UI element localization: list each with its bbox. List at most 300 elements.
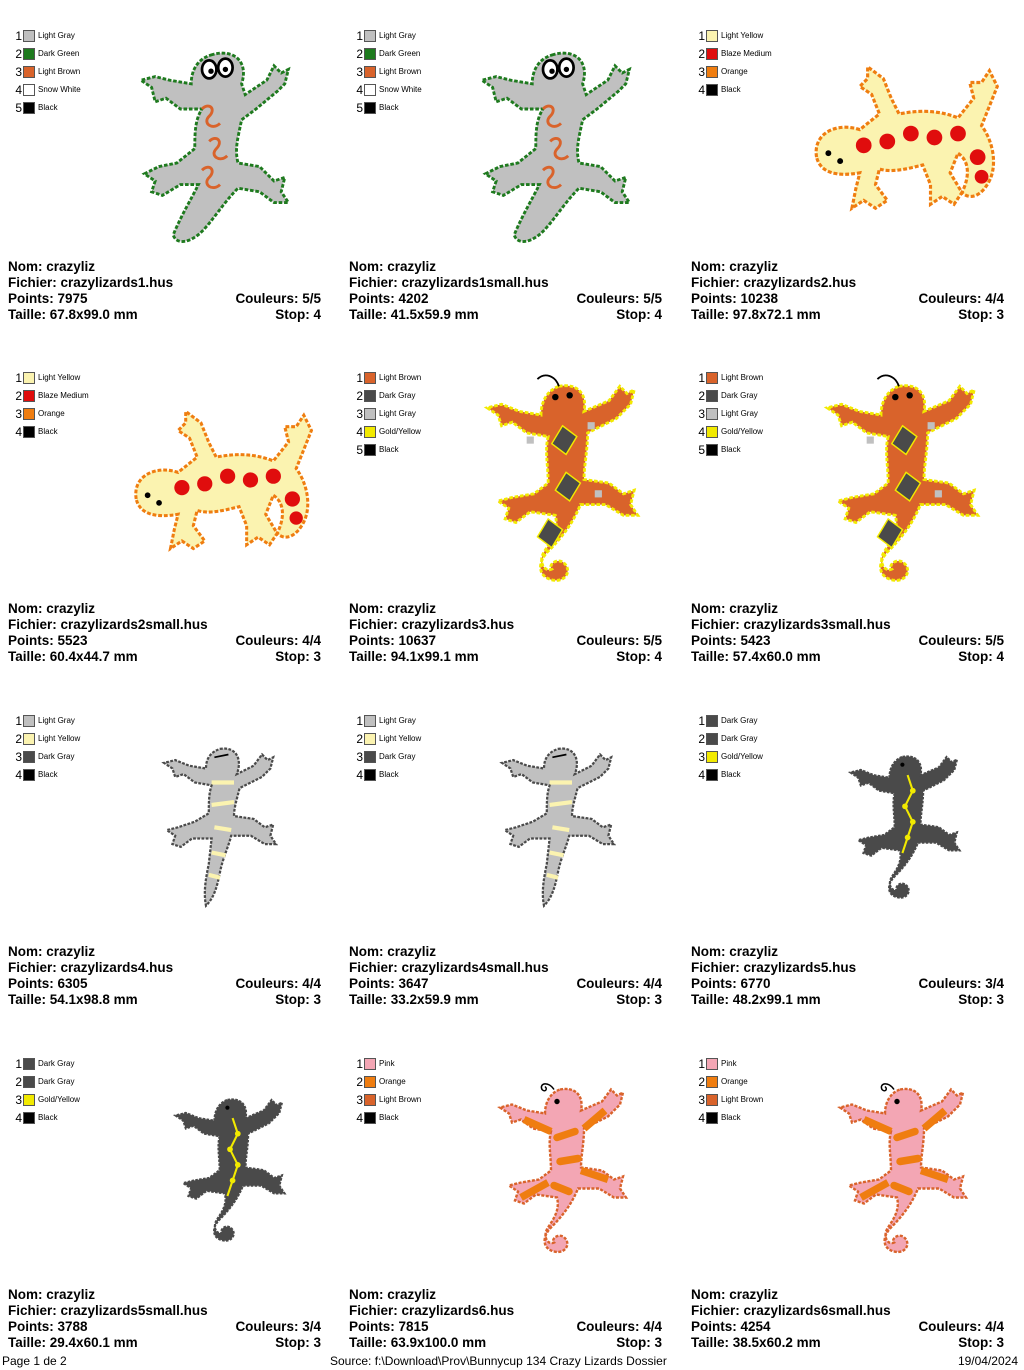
color-swatch — [706, 733, 718, 745]
design-size — [691, 649, 821, 664]
file-name-label: Fichier: — [349, 617, 398, 632]
color-swatch — [23, 733, 35, 745]
file-name — [349, 1303, 514, 1318]
stitch-count-value: 10238 — [740, 291, 779, 306]
legend-item — [14, 27, 81, 45]
stitch-count-label: Points: — [8, 976, 54, 991]
legend-number: 4 — [15, 768, 22, 782]
legend-number: 3 — [15, 65, 22, 79]
legend-item — [355, 369, 421, 387]
legend-item — [697, 387, 763, 405]
color-swatch — [706, 426, 718, 438]
legend-item — [14, 1073, 80, 1091]
file-name-value: crazylizards4.hus — [60, 960, 174, 975]
color-swatch — [364, 1094, 376, 1106]
legend-number: 1 — [698, 371, 705, 385]
legend-number: 3 — [698, 1093, 705, 1107]
color-swatch — [364, 715, 376, 727]
file-name-label: Fichier: — [8, 275, 57, 290]
legend-number: 4 — [15, 83, 22, 97]
legend-number: 1 — [356, 714, 363, 728]
legend-item — [355, 766, 421, 784]
color-legend — [355, 369, 421, 459]
color-legend — [14, 27, 81, 117]
color-count-value: 4/4 — [302, 633, 321, 648]
legend-item — [355, 387, 421, 405]
file-name-value: crazylizards5.hus — [743, 960, 857, 975]
design-name-value: crazyliz — [46, 259, 96, 274]
file-name — [349, 275, 549, 290]
design-size-label: Taille: — [349, 1335, 388, 1350]
stop-count-value: 3 — [996, 1335, 1004, 1350]
color-swatch — [706, 372, 718, 384]
stop-count — [275, 1335, 321, 1351]
stitch-count-value: 4254 — [740, 1319, 771, 1334]
design-name-value: crazyliz — [46, 601, 96, 616]
legend-item — [355, 99, 422, 117]
design-info — [8, 944, 321, 1008]
design-info — [8, 601, 321, 665]
legend-number: 2 — [356, 47, 363, 61]
legend-number: 1 — [15, 714, 22, 728]
color-swatch — [706, 444, 718, 456]
thread-name: Light Brown — [721, 373, 764, 382]
design-info — [691, 259, 1004, 323]
thread-name: Light Yellow — [38, 734, 81, 743]
thread-name: Gold/Yellow — [379, 427, 421, 436]
design-info — [691, 601, 1004, 665]
legend-item — [697, 81, 772, 99]
legend-item — [14, 423, 89, 441]
color-swatch — [364, 84, 376, 96]
legend-item — [14, 81, 81, 99]
design-name-value: crazyliz — [387, 259, 437, 274]
color-count-label: Couleurs: — [576, 633, 640, 648]
color-count-value: 5/5 — [985, 633, 1004, 648]
legend-item — [14, 712, 80, 730]
design-size-value: 33.2x59.9 mm — [390, 992, 479, 1007]
stitch-count-value: 3788 — [57, 1319, 88, 1334]
stitch-count-label: Points: — [349, 291, 395, 306]
thread-name: Black — [379, 1113, 399, 1122]
design-size — [691, 1335, 821, 1350]
stop-count — [275, 307, 321, 323]
thread-name: Dark Green — [38, 49, 80, 58]
file-name-label: Fichier: — [8, 1303, 57, 1318]
legend-item — [697, 712, 763, 730]
stop-count-label: Stop: — [616, 649, 651, 664]
color-count-value: 3/4 — [302, 1319, 321, 1334]
color-swatch — [23, 751, 35, 763]
color-count — [918, 633, 1004, 649]
color-count-label: Couleurs: — [235, 291, 299, 306]
design-name-label: Nom: — [349, 1287, 384, 1302]
legend-item — [697, 748, 763, 766]
legend-number: 3 — [698, 750, 705, 764]
color-count-label: Couleurs: — [918, 291, 982, 306]
stitch-count-label: Points: — [691, 976, 737, 991]
legend-item — [14, 1109, 80, 1127]
stitch-count-label: Points: — [8, 633, 54, 648]
legend-number: 2 — [15, 389, 22, 403]
stitch-count — [691, 1319, 771, 1334]
stitch-count-value: 4202 — [398, 291, 429, 306]
color-count — [576, 633, 662, 649]
design-size-value: 41.5x59.9 mm — [390, 307, 479, 322]
color-count — [576, 1319, 662, 1335]
legend-item — [355, 712, 421, 730]
lizard-embroidery-image — [471, 35, 651, 255]
file-name-label: Fichier: — [8, 617, 57, 632]
legend-number: 1 — [698, 1057, 705, 1071]
thread-name: Gold/Yellow — [721, 427, 763, 436]
file-name-label: Fichier: — [349, 960, 398, 975]
stop-count-value: 3 — [654, 992, 662, 1007]
color-swatch — [364, 30, 376, 42]
design-size-value: 48.2x99.1 mm — [732, 992, 821, 1007]
legend-item — [14, 1055, 80, 1073]
file-name-value: crazylizards2.hus — [743, 275, 857, 290]
design-card — [691, 0, 1021, 330]
legend-number: 2 — [15, 47, 22, 61]
thread-name: Light Gray — [379, 409, 416, 418]
thread-name: Light Yellow — [379, 734, 422, 743]
legend-item — [355, 63, 422, 81]
file-name — [691, 1303, 891, 1318]
lizard-embroidery-image — [840, 712, 970, 937]
design-size — [8, 307, 138, 322]
design-name — [691, 259, 778, 274]
color-count — [918, 1319, 1004, 1335]
file-name — [349, 617, 514, 632]
design-card — [691, 685, 1021, 1015]
stop-count-label: Stop: — [958, 992, 993, 1007]
design-card — [8, 342, 338, 672]
color-count-label: Couleurs: — [235, 1319, 299, 1334]
file-name — [8, 960, 173, 975]
stop-count — [958, 649, 1004, 665]
stop-count-value: 4 — [996, 649, 1004, 664]
color-legend — [355, 712, 421, 784]
thread-name: Light Gray — [38, 716, 75, 725]
color-count-label: Couleurs: — [576, 1319, 640, 1334]
color-count-value: 5/5 — [643, 291, 662, 306]
design-size-value: 29.4x60.1 mm — [49, 1335, 138, 1350]
thread-name: Dark Gray — [721, 391, 758, 400]
design-name-label: Nom: — [8, 259, 43, 274]
legend-item — [697, 766, 763, 784]
color-count-value: 4/4 — [643, 1319, 662, 1334]
thread-name: Black — [379, 103, 399, 112]
thread-name: Light Brown — [379, 373, 422, 382]
legend-number: 3 — [356, 65, 363, 79]
legend-item — [14, 387, 89, 405]
design-size-label: Taille: — [691, 992, 730, 1007]
design-size-label: Taille: — [8, 1335, 47, 1350]
color-legend — [14, 369, 89, 441]
legend-item — [14, 369, 89, 387]
design-size-value: 97.8x72.1 mm — [732, 307, 821, 322]
color-swatch — [23, 1058, 35, 1070]
stop-count-label: Stop: — [958, 307, 993, 322]
color-legend — [14, 712, 80, 784]
design-size-label: Taille: — [8, 649, 47, 664]
page-number: Page 1 de 2 — [2, 1354, 67, 1368]
color-count-value: 5/5 — [302, 291, 321, 306]
legend-number: 4 — [356, 425, 363, 439]
stop-count-label: Stop: — [275, 649, 310, 664]
color-swatch — [706, 751, 718, 763]
thread-name: Black — [379, 445, 399, 454]
file-name-value: crazylizards3small.hus — [743, 617, 891, 632]
legend-item — [697, 63, 772, 81]
design-info — [691, 944, 1004, 1008]
design-size — [8, 1335, 138, 1350]
design-card — [8, 685, 338, 1015]
design-name — [349, 259, 436, 274]
color-legend — [697, 712, 763, 784]
legend-item — [697, 27, 772, 45]
legend-number: 2 — [15, 1075, 22, 1089]
color-swatch — [706, 1058, 718, 1070]
color-count-value: 4/4 — [643, 976, 662, 991]
design-size — [8, 992, 138, 1007]
legend-number: 3 — [15, 750, 22, 764]
legend-item — [697, 1091, 763, 1109]
color-count-label: Couleurs: — [918, 1319, 982, 1334]
stitch-count — [349, 976, 429, 991]
file-name-label: Fichier: — [691, 1303, 740, 1318]
thread-name: Light Brown — [379, 1095, 422, 1104]
legend-item — [355, 748, 421, 766]
color-swatch — [706, 1112, 718, 1124]
legend-number: 1 — [15, 29, 22, 43]
legend-number: 4 — [698, 83, 705, 97]
color-swatch — [706, 390, 718, 402]
design-name-label: Nom: — [8, 601, 43, 616]
legend-item — [14, 99, 81, 117]
thread-name: Blaze Medium — [721, 49, 772, 58]
color-swatch — [706, 769, 718, 781]
legend-number: 3 — [15, 1093, 22, 1107]
legend-number: 5 — [698, 443, 705, 457]
stitch-count-label: Points: — [8, 1319, 54, 1334]
thread-name: Black — [38, 103, 58, 112]
color-count — [918, 976, 1004, 992]
lizard-embroidery-image — [488, 712, 628, 937]
design-name — [349, 944, 436, 959]
design-info — [349, 259, 662, 323]
color-swatch — [364, 66, 376, 78]
color-swatch — [706, 66, 718, 78]
color-swatch — [23, 1112, 35, 1124]
design-card — [349, 342, 679, 672]
thread-name: Orange — [721, 1077, 748, 1086]
legend-item — [697, 405, 763, 423]
stitch-count-label: Points: — [691, 291, 737, 306]
legend-item — [355, 1073, 421, 1091]
legend-item — [14, 63, 81, 81]
thread-name: Orange — [379, 1077, 406, 1086]
thread-name: Snow White — [379, 85, 422, 94]
legend-number: 3 — [356, 750, 363, 764]
print-date: 19/04/2024 — [957, 1354, 1018, 1368]
design-size-label: Taille: — [8, 992, 47, 1007]
legend-number: 3 — [698, 65, 705, 79]
color-swatch — [23, 1094, 35, 1106]
design-info — [8, 1287, 321, 1351]
design-name-label: Nom: — [8, 944, 43, 959]
file-name-value: crazylizards6.hus — [401, 1303, 515, 1318]
legend-number: 1 — [698, 714, 705, 728]
legend-number: 1 — [15, 371, 22, 385]
thread-name: Gold/Yellow — [38, 1095, 80, 1104]
color-count-value: 4/4 — [985, 291, 1004, 306]
design-info — [349, 1287, 662, 1351]
design-name — [349, 601, 436, 616]
design-name-value: crazyliz — [387, 1287, 437, 1302]
thread-name: Light Brown — [721, 1095, 764, 1104]
color-count-label: Couleurs: — [918, 976, 982, 991]
design-info — [349, 944, 662, 1008]
legend-item — [355, 27, 422, 45]
color-legend — [697, 369, 763, 459]
legend-item — [355, 81, 422, 99]
stitch-count — [8, 633, 88, 648]
design-size-label: Taille: — [349, 992, 388, 1007]
color-legend — [355, 27, 422, 117]
stitch-count — [349, 633, 436, 648]
legend-number: 2 — [698, 1075, 705, 1089]
design-card — [691, 1028, 1021, 1358]
lizard-embroidery-image — [793, 55, 1013, 220]
legend-number: 4 — [15, 1111, 22, 1125]
color-swatch — [364, 1112, 376, 1124]
color-count-value: 4/4 — [985, 1319, 1004, 1334]
thread-name: Orange — [38, 409, 65, 418]
stop-count-label: Stop: — [616, 992, 651, 1007]
stitch-count-value: 3647 — [398, 976, 429, 991]
legend-number: 1 — [356, 371, 363, 385]
stop-count — [616, 307, 662, 323]
stop-count-value: 3 — [313, 649, 321, 664]
legend-number: 1 — [15, 1057, 22, 1071]
design-name-value: crazyliz — [46, 1287, 96, 1302]
file-name-label: Fichier: — [349, 1303, 398, 1318]
color-swatch — [23, 390, 35, 402]
legend-number: 3 — [356, 1093, 363, 1107]
design-size — [349, 307, 479, 322]
color-count-value: 5/5 — [643, 633, 662, 648]
file-name — [349, 960, 549, 975]
design-size-label: Taille: — [349, 649, 388, 664]
file-name-label: Fichier: — [691, 960, 740, 975]
color-swatch — [23, 84, 35, 96]
legend-item — [14, 1091, 80, 1109]
legend-number: 1 — [698, 29, 705, 43]
legend-number: 4 — [15, 425, 22, 439]
file-name — [691, 275, 856, 290]
source-path: Source: f:\Download\Prov\Bunnycup 134 Crazy Lizards Dossier — [330, 1354, 667, 1368]
stop-count-value: 3 — [996, 307, 1004, 322]
design-card — [349, 685, 679, 1015]
legend-number: 3 — [15, 407, 22, 421]
design-name-value: crazyliz — [46, 944, 96, 959]
stop-count-label: Stop: — [275, 307, 310, 322]
stitch-count — [349, 1319, 429, 1334]
design-name-value: crazyliz — [729, 1287, 779, 1302]
stop-count-label: Stop: — [958, 649, 993, 664]
color-swatch — [364, 1058, 376, 1070]
design-card — [349, 0, 679, 330]
design-name-value: crazyliz — [387, 944, 437, 959]
design-name — [691, 944, 778, 959]
design-name-value: crazyliz — [387, 601, 437, 616]
lizard-embroidery-image — [828, 1055, 978, 1280]
design-size — [349, 649, 479, 664]
color-legend — [355, 1055, 421, 1127]
legend-number: 2 — [698, 389, 705, 403]
design-name-label: Nom: — [691, 1287, 726, 1302]
design-card — [349, 1028, 679, 1358]
design-name-label: Nom: — [691, 601, 726, 616]
thread-name: Dark Gray — [38, 1077, 75, 1086]
file-name — [8, 617, 208, 632]
color-count — [235, 291, 321, 307]
file-name-label: Fichier: — [691, 617, 740, 632]
lizard-embroidery-image — [455, 372, 670, 587]
color-swatch — [23, 372, 35, 384]
legend-number: 2 — [698, 47, 705, 61]
legend-item — [355, 1055, 421, 1073]
file-name-value: crazylizards1.hus — [60, 275, 174, 290]
color-count-label: Couleurs: — [918, 633, 982, 648]
legend-number: 2 — [356, 732, 363, 746]
color-swatch — [364, 769, 376, 781]
stop-count-value: 3 — [996, 992, 1004, 1007]
legend-number: 1 — [356, 29, 363, 43]
stitch-count-label: Points: — [349, 633, 395, 648]
file-name — [8, 275, 173, 290]
thread-name: Black — [38, 427, 58, 436]
design-name — [349, 1287, 436, 1302]
stitch-count-value: 7815 — [398, 1319, 429, 1334]
file-name-label: Fichier: — [691, 275, 740, 290]
color-swatch — [23, 102, 35, 114]
color-count — [235, 1319, 321, 1335]
thread-name: Black — [721, 445, 741, 454]
design-card — [8, 1028, 338, 1358]
stitch-count-value: 5423 — [740, 633, 771, 648]
design-size-label: Taille: — [691, 1335, 730, 1350]
color-legend — [697, 1055, 763, 1127]
design-size — [691, 992, 821, 1007]
legend-number: 5 — [356, 101, 363, 115]
stop-count — [958, 992, 1004, 1008]
thread-name: Dark Gray — [379, 391, 416, 400]
file-name-label: Fichier: — [8, 960, 57, 975]
design-name-label: Nom: — [349, 259, 384, 274]
color-swatch — [23, 1076, 35, 1088]
stitch-count-value: 6305 — [57, 976, 88, 991]
design-size-value: 94.1x99.1 mm — [390, 649, 479, 664]
design-name-value: crazyliz — [729, 601, 779, 616]
stop-count-value: 3 — [654, 1335, 662, 1350]
thread-name: Pink — [379, 1059, 395, 1068]
stop-count — [616, 992, 662, 1008]
design-size — [349, 1335, 486, 1350]
legend-item — [355, 730, 421, 748]
